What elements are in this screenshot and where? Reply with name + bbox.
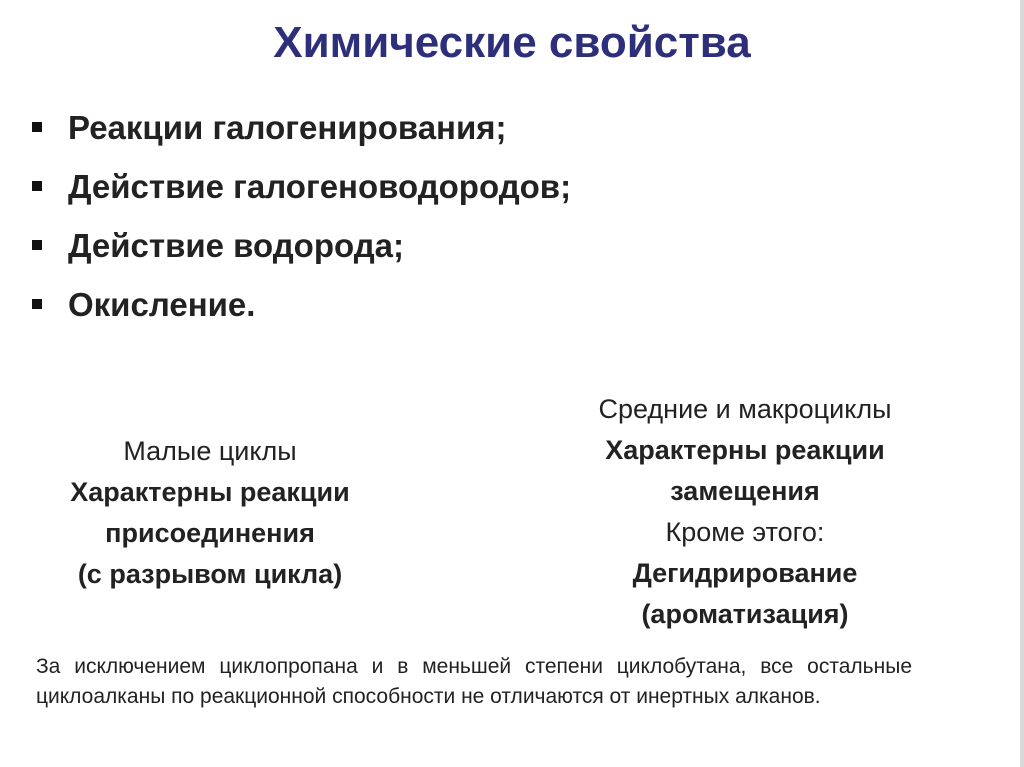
square-bullet-icon: [32, 181, 42, 191]
small-cycles-line: присоединения: [105, 518, 315, 548]
small-cycles-heading: Малые циклы: [123, 436, 297, 466]
small-cycles-block: [20, 431, 400, 595]
medium-macro-cycles-block: [540, 389, 950, 635]
medium-macro-cycles-line: (ароматизация): [641, 599, 849, 629]
list-item: [28, 216, 988, 275]
slide-title: Химические свойства: [273, 18, 751, 67]
list-item-text: Действие водорода;: [68, 227, 405, 264]
small-cycles-line: Характерны реакции: [70, 477, 350, 507]
square-bullet-icon: [32, 240, 42, 250]
slide-edge: [1020, 0, 1024, 767]
medium-macro-cycles-line: Кроме этого:: [665, 517, 825, 547]
list-item-text: Реакции галогенирования;: [68, 109, 507, 146]
medium-macro-cycles-line: Дегидрирование: [632, 558, 858, 588]
square-bullet-icon: [32, 122, 42, 132]
list-item-text: Действие галогеноводородов;: [68, 168, 572, 205]
list-item: [28, 98, 988, 157]
list-item-text: Окисление.: [68, 286, 256, 323]
square-bullet-icon: [32, 299, 42, 309]
small-cycles-line: (с разрывом цикла): [77, 559, 343, 589]
list-item: [28, 157, 988, 216]
medium-macro-cycles-line: замещения: [670, 476, 820, 506]
medium-macro-cycles-line: Характерны реакции: [605, 435, 885, 465]
footnote: За исключением циклопропана и в меньшей степени циклобутана, все остальные циклоалканы по реакционной способности не отличаются от инертных алканов.: [36, 655, 912, 708]
medium-macro-cycles-heading: Средние и макроциклы: [598, 394, 892, 424]
property-list: [28, 98, 988, 334]
list-item: [28, 275, 988, 334]
